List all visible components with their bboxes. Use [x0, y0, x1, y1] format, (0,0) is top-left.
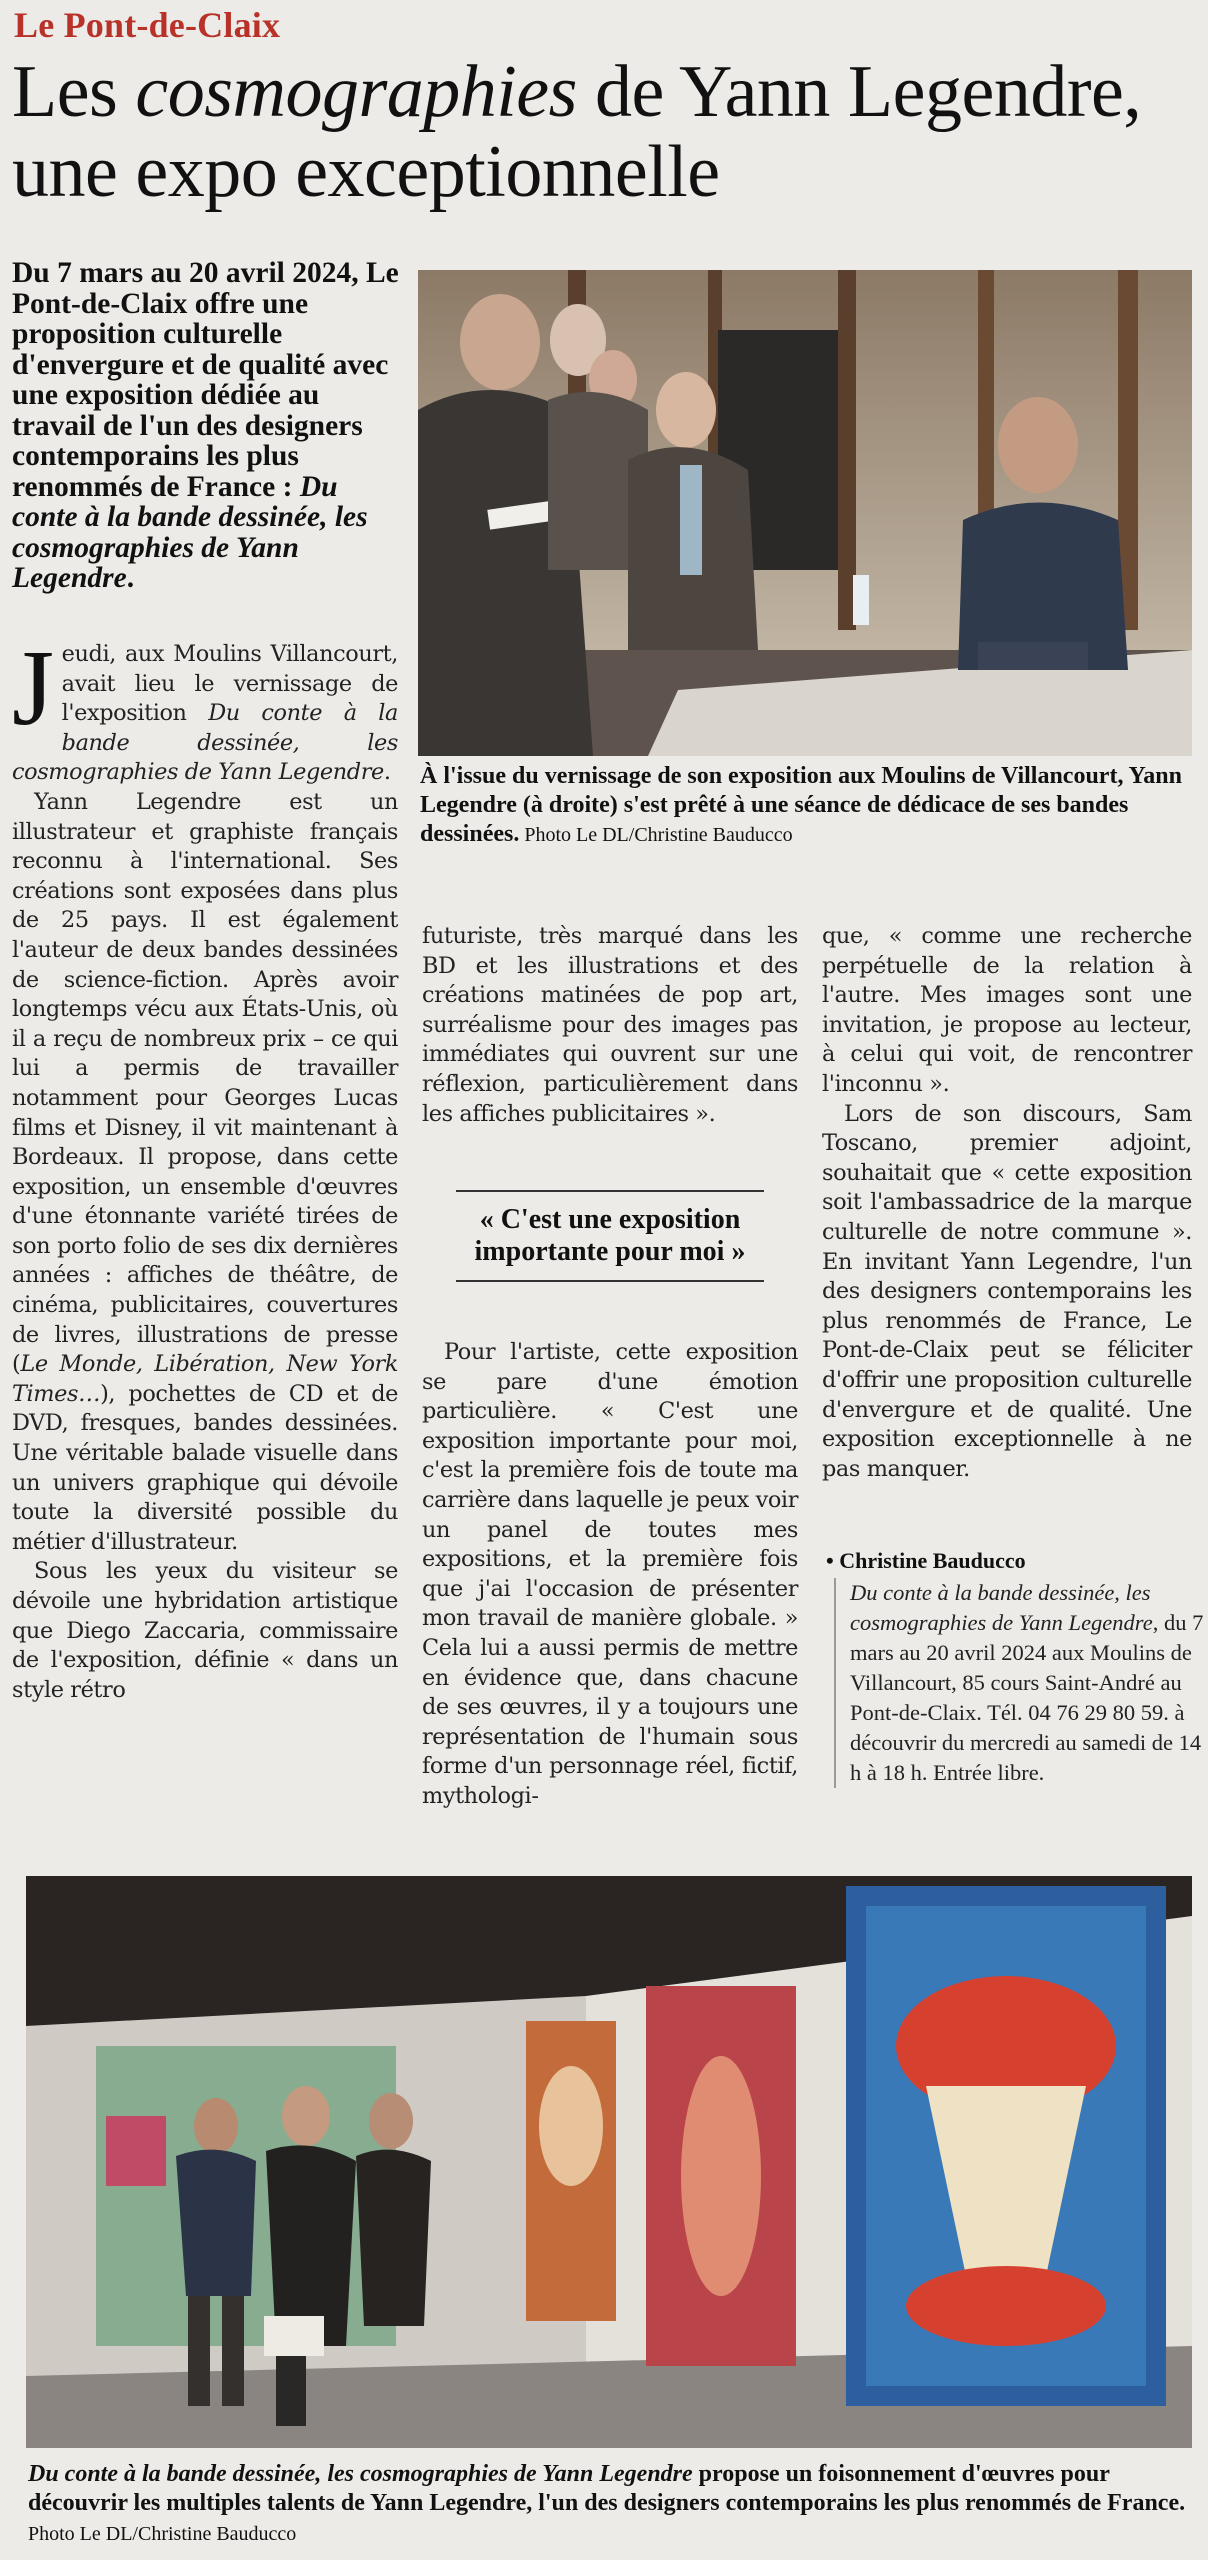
- photo2-caption-italic: Du conte à la bande dessinée, les cosmographies de Yann Legendre: [28, 2461, 693, 2487]
- p2-italic: Le Monde, Libération, New York Times…: [12, 1351, 398, 1407]
- info-text: , du 7 mars au 20 avril 2024 aux Moulins de Villancourt, 85 cours Saint-André au Pont-de-Claix. Tél. 04 76 29 80 59. à découvrir du mercredi au samedi de 14 h à 18 h. Entrée libre.: [850, 1610, 1204, 1785]
- section-kicker: Le Pont-de-Claix: [14, 5, 281, 45]
- photo-dedication-session: [418, 270, 1192, 756]
- paragraph-2: [12, 788, 398, 1557]
- p2-text: Yann Legendre est un illustrateur et graphiste français reconnu à l'international. Ses créations sont exposées dans plus de 25 pays. Il est également l'auteur de deux bandes dessinées de science-fiction. Après avoir longtemps vécu aux États-Unis, où il a reçu de nombreux prix – ce qui lui a permis de travailler notamment pour Georges Lucas films et Disney, il vit maintenant à Bordeaux. Il propose, dans cette exposition, un ensemble d'œuvres d'une étonnante variété tirées de son porto folio de ses dix dernières années : affiches de théâtre, de cinéma, publicitaires, couvertures de livres, illustrations de presse (: [12, 788, 398, 1378]
- photo1-caption-text: À l'issue du vernissage de son exposition aux Moulins de Villancourt, Yann Legendre (à droite) s'est prêté à une séance de dédicace de ses bandes dessinées.: [420, 763, 1182, 847]
- p1-end: .: [383, 759, 391, 786]
- headline-part2: de Yann Legendre, une expo exceptionnelle: [12, 51, 1142, 213]
- intertitle: « C'est une exposition importante pour moi »: [456, 1190, 764, 1282]
- paragraph-1: [12, 629, 398, 788]
- column-2-continued: [422, 1338, 798, 1812]
- headline-italic: cosmographies: [135, 51, 577, 133]
- paragraph-5: Lors de son discours, Sam Toscano, premier adjoint, souhaitait que « cette exposition soit l'ambassadrice de la marque culturelle de notre commune ». En invitant Yann Legendre, l'un des designers contemporains les plus renommés de France, Le Pont-de-Claix peut se féliciter d'offrir une proposition culturelle d'envergure et de qualité. Une exposition exceptionnelle à ne pas manquer.: [822, 1100, 1192, 1482]
- photo-exhibition-hall: [26, 1876, 1192, 2448]
- drop-cap: J: [12, 629, 54, 748]
- paragraph-4-end: que, « comme une recherche perpétuelle de la relation à l'autre. Mes images sont une invitation, je propose au lecteur, à celui qui voit, de rencontrer l'inconnu ».: [822, 923, 1192, 1097]
- info-italic: Du conte à la bande dessinée, les cosmographies de Yann Legendre: [850, 1580, 1153, 1635]
- paragraph-3-start: Sous les yeux du visiteur se dévoile une hybridation artistique que Diego Zaccaria, commissaire de l'exposition, définie « dans un style rétro: [12, 1558, 398, 1703]
- column-3: [822, 922, 1192, 1484]
- standfirst-text: Du 7 mars au 20 avril 2024, Le Pont-de-Claix offre une proposition culturelle d'envergure et de qualité avec une exposition dédiée au travail de l'un des designers contemporains les plus renommés de France :: [12, 257, 399, 503]
- column-1: [12, 629, 398, 1705]
- headline-part1: Les: [12, 51, 136, 133]
- photo2-caption-text: propose un foisonnement d'œuvres pour découvrir les multiples talents de Yann Legendre, l'un des designers contemporains les plus renommés de France.: [28, 2461, 1186, 2516]
- standfirst-end: .: [126, 562, 135, 594]
- standfirst-italic: Du conte à la bande dessinée, les cosmographies de Yann Legendre: [12, 470, 368, 594]
- p1-text: eudi, aux Moulins Villancourt, avait lieu le vernissage de l'exposition: [61, 641, 398, 727]
- photo2-credit: Photo Le DL/Christine Bauducco: [28, 2523, 297, 2545]
- paragraph-4-start: Pour l'artiste, cette exposition se pare d'une émotion particulière. « C'est une exposition importante pour moi, c'est la première fois de toute ma carrière dans laquelle je peux voir un panel de toutes mes expositions, et la première fois que j'ai l'occasion de présenter mon travail de manière globale. » Cela lui a aussi permis de mettre en évidence que, dans chacune de ses œuvres, il y a toujours une représentation de l'humain sous forme d'un personnage réel, fictif, mythologi-: [422, 1339, 798, 1809]
- p1-italic: Du conte à la bande dessinée, les cosmographies de Yann Legendre: [12, 700, 398, 786]
- photo1-credit: Photo Le DL/Christine Bauducco: [519, 824, 793, 846]
- photo-exhibition-illustration: [26, 1876, 1192, 2448]
- column-2: [422, 922, 798, 1129]
- photo-dedication-illustration: [418, 270, 1192, 756]
- paragraph-3-end: futuriste, très marqué dans les BD et les illustrations et des créations matinées de pop art, surréalisme pour des images pas immédiates qui ouvrent sur une réflexion, particulièrement dans les affiches publicitaires ».: [422, 923, 798, 1127]
- headline: [12, 52, 1182, 212]
- practical-info: [834, 1578, 1208, 1788]
- photo2-caption: [28, 2460, 1192, 2549]
- author-signature: • Christine Bauducco: [826, 1548, 1026, 1573]
- standfirst: [12, 258, 402, 594]
- photo1-caption: [420, 762, 1192, 850]
- p2-end: ), pochettes de CD et de DVD, fresques, bandes dessinées. Une véritable balade visuelle dans un univers graphique qui dévoile toute la diversité possible du métier d'illustrateur.: [12, 1380, 398, 1555]
